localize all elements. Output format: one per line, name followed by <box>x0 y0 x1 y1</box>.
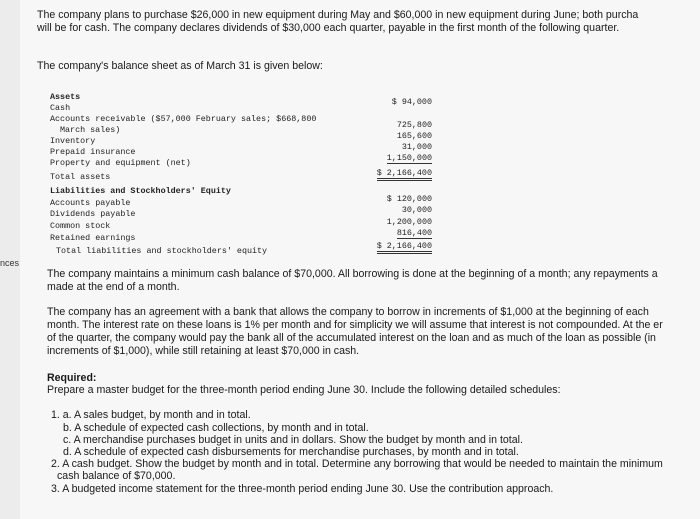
liabilities-heading: Liabilities and Stockholders' Equity <box>50 186 231 196</box>
ap-label: Accounts payable <box>50 198 131 208</box>
bank-line-1: The company has an agreement with a bank that allows the company to borrow in increments of $1,000 at the beginning of each <box>47 306 649 318</box>
common-stock-label: Common stock <box>50 221 111 231</box>
required-heading: Required: <box>47 372 97 384</box>
ppe-label: Property and equipment (net) <box>50 158 191 168</box>
item-1b: b. A schedule of expected cash collections, by month and in total. <box>63 422 369 434</box>
min-cash-line-1: The company maintains a minimum cash balance of $70,000. All borrowing is done at the beginning of a month; any repayments a <box>47 268 658 280</box>
dividends-label: Dividends payable <box>50 209 136 219</box>
item-2-line-2: cash balance of $70,000. <box>57 470 176 482</box>
bank-line-2: month. The interest rate on these loans is 1% per month and for simplicity we will assume that interest is not compounded. At the er <box>47 319 663 331</box>
item-1a: 1. a. A sales budget, by month and in total. <box>51 409 251 421</box>
dividends-value: 30,000 <box>401 205 432 215</box>
ppe-value <box>312 153 432 164</box>
total-le-value <box>312 241 432 252</box>
ar-value: 725,800 <box>396 120 432 130</box>
cash-value: $ 94,000 <box>391 97 432 107</box>
required-intro: Prepare a master budget for the three-month period ending June 30. Include the following detailed schedules: <box>47 384 561 396</box>
total-assets-label: Total assets <box>50 172 111 182</box>
item-3: 3. A budgeted income statement for the three-month period ending June 30. Use the contribution approach. <box>51 483 554 495</box>
prepaid-label: Prepaid insurance <box>50 147 136 157</box>
retained-earnings-label: Retained earnings <box>50 233 136 243</box>
ar-label-line-2: March sales) <box>60 125 121 135</box>
total-assets-value-text: $ 2,166,400 <box>377 168 432 181</box>
margin-text-fragment: nces <box>0 258 20 268</box>
item-1c: c. A merchandise purchases budget in units and in dollars. Show the budget by month and in total. <box>63 434 523 446</box>
intro-line-3: The company's balance sheet as of March 31 is given below: <box>37 60 323 72</box>
inventory-value: 165,600 <box>396 131 432 141</box>
inventory-label: Inventory <box>50 136 96 146</box>
total-le-value-text: $ 2,166,400 <box>377 241 432 254</box>
bank-line-3: of the quarter, the company would pay the bank all of the accumulated interest on the loan and as much of the loan as possible (in <box>47 332 656 344</box>
assets-heading: Assets <box>50 92 81 102</box>
min-cash-line-2: made at the end of a month. <box>47 281 180 293</box>
prepaid-value: 31,000 <box>401 142 432 152</box>
bank-line-4: increments of $1,000), while still retaining at least $70,000 in cash. <box>47 345 360 357</box>
common-stock-value: 1,200,000 <box>386 217 432 227</box>
left-margin-strip <box>0 0 20 519</box>
intro-line-1: The company plans to purchase $26,000 in new equipment during May and $60,000 in new equipment during June; both purcha <box>37 9 639 21</box>
total-assets-value <box>312 168 432 179</box>
ar-label-line-1: Accounts receivable ($57,000 February sales; $668,800 <box>50 114 317 124</box>
intro-line-2: will be for cash. The company declares dividends of $30,000 each quarter, payable in the first month of the following quarter. <box>37 22 620 34</box>
retained-earnings-value <box>312 228 432 239</box>
item-2-line-1: 2. A cash budget. Show the budget by month and in total. Determine any borrowing that would be needed to maintain the minimum <box>51 458 663 470</box>
retained-earnings-value-text: 816,400 <box>396 228 432 238</box>
total-le-label: Total liabilities and stockholders' equity <box>56 246 268 256</box>
item-1d: d. A schedule of expected cash disbursements for merchandise purchases, by month and in total. <box>63 446 519 458</box>
ap-value: $ 120,000 <box>386 194 432 204</box>
ppe-value-text: 1,150,000 <box>386 153 432 163</box>
cash-label: Cash <box>50 103 71 113</box>
